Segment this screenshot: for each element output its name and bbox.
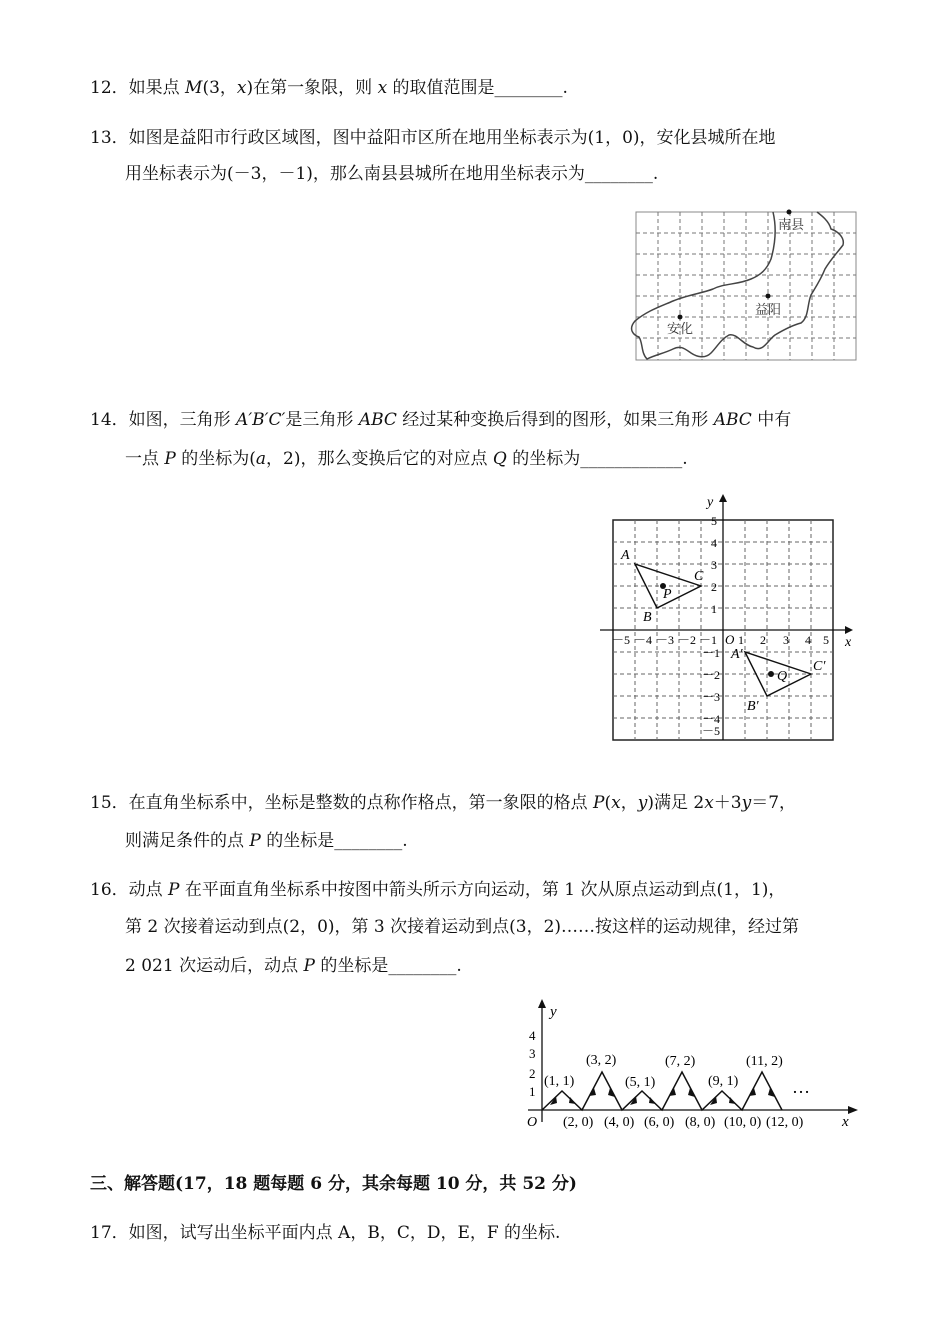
question-14-line-2: 一点 P 的坐标为(a，2)，那么变换后它的对应点 Q 的坐标为____________. bbox=[125, 449, 688, 469]
y-tick: 3 bbox=[711, 558, 717, 572]
x-axis-label: x bbox=[842, 1114, 849, 1130]
bottom-label: (6, 0) bbox=[644, 1115, 675, 1130]
label-a2: A′ bbox=[731, 647, 743, 662]
origin-label: O bbox=[725, 632, 735, 647]
y-tick: 2 bbox=[711, 580, 717, 594]
y-axis-arrow-icon bbox=[538, 999, 546, 1008]
section-3-title: 三、解答题(17，18 题每题 6 分，其余每题 10 分，共 52 分) bbox=[90, 1174, 577, 1194]
x-axis-label: x bbox=[845, 635, 852, 650]
y-tick-labels bbox=[702, 514, 720, 738]
label-c: C bbox=[694, 569, 704, 584]
peak-label: (9, 1) bbox=[708, 1074, 739, 1089]
label-yiyang: 益阳 bbox=[755, 302, 782, 317]
x-tick: －5 bbox=[612, 633, 631, 647]
y-axis-label: y bbox=[550, 1004, 557, 1020]
y-tick: －3 bbox=[702, 690, 721, 704]
arrow-icon bbox=[569, 1097, 576, 1104]
bottom-label: (8, 0) bbox=[685, 1115, 716, 1130]
peak-label: (11, 2) bbox=[746, 1054, 783, 1069]
y-tick: －4 bbox=[702, 712, 721, 726]
label-nanxian: 南县 bbox=[778, 217, 805, 232]
bottom-label: (2, 0) bbox=[563, 1115, 594, 1130]
label-c2: C′ bbox=[813, 659, 826, 674]
zigzag-path-graph bbox=[520, 996, 860, 1136]
x-tick-labels bbox=[612, 633, 829, 647]
question-16-line-1: 16．动点 P 在平面直角坐标系中按图中箭头所示方向运动，第 1 次从原点运动到点(1，1)， bbox=[90, 880, 786, 900]
bottom-labels bbox=[563, 1115, 804, 1130]
question-16-line-2: 第 2 次接着运动到点(2，0)，第 3 次接着运动到点(3，2)……按这样的运动规律，经过第 bbox=[125, 917, 800, 937]
arrow-icon bbox=[729, 1097, 736, 1104]
y-axis-label: y bbox=[707, 495, 714, 510]
origin-label: O bbox=[527, 1115, 538, 1130]
yiyang-point bbox=[766, 294, 771, 299]
y-tick: 4 bbox=[529, 1028, 536, 1043]
motion-path bbox=[542, 1072, 782, 1110]
question-14-line-1: 14．如图，三角形 A′B′C′是三角形 ABC 经过某种变换后得到的图形，如果三角形 ABC 中有 bbox=[90, 410, 792, 430]
peak-label: (7, 2) bbox=[665, 1054, 696, 1069]
x-tick: 4 bbox=[805, 633, 811, 647]
y-tick: －2 bbox=[702, 668, 721, 682]
bottom-label: (12, 0) bbox=[766, 1115, 804, 1130]
question-15-line-2: 则满足条件的点 P 的坐标是________. bbox=[125, 831, 408, 851]
label-q: Q bbox=[777, 669, 788, 684]
x-tick: －2 bbox=[678, 633, 697, 647]
x-tick: －1 bbox=[699, 633, 718, 647]
y-tick: 5 bbox=[711, 514, 717, 528]
y-tick-labels bbox=[529, 1028, 536, 1099]
x-tick: 2 bbox=[760, 633, 766, 647]
label-b: B bbox=[643, 610, 652, 625]
y-tick: －5 bbox=[702, 724, 721, 738]
x-axis-arrow-icon bbox=[845, 626, 853, 634]
peak-labels bbox=[544, 1053, 783, 1090]
x-axis-arrow-icon bbox=[848, 1106, 858, 1114]
x-tick: －3 bbox=[656, 633, 675, 647]
yiyang-map-figure bbox=[625, 207, 861, 367]
x-tick: 1 bbox=[738, 633, 744, 647]
y-tick: －1 bbox=[702, 646, 721, 660]
y-tick: 3 bbox=[529, 1046, 536, 1061]
label-anhua: 安化 bbox=[667, 321, 694, 336]
question-12: 12．如果点 M(3，x)在第一象限，则 x 的取值范围是________. bbox=[90, 78, 568, 98]
question-16-line-3: 2 021 次运动后，动点 P 的坐标是________. bbox=[125, 956, 462, 976]
y-tick: 2 bbox=[529, 1066, 536, 1081]
arrow-icon bbox=[649, 1097, 656, 1104]
label-b2: B′ bbox=[747, 699, 759, 714]
question-15-line-1: 15．在直角坐标系中，坐标是整数的点称作格点，第一象限的格点 P(x，y)满足 2x＋3y＝7， bbox=[90, 793, 797, 813]
peak-label: (5, 1) bbox=[625, 1075, 656, 1090]
y-tick: 4 bbox=[711, 536, 717, 550]
bottom-label: (4, 0) bbox=[604, 1115, 635, 1130]
question-17: 17．如图，试写出坐标平面内点 A，B，C，D，E，F 的坐标. bbox=[90, 1223, 561, 1243]
bottom-label: (10, 0) bbox=[724, 1115, 762, 1130]
nanxian-point bbox=[787, 210, 792, 215]
peak-label: (1, 1) bbox=[544, 1074, 575, 1089]
question-13-line-2: 用坐标表示为(－3，－1)，那么南县县城所在地用坐标表示为________. bbox=[125, 164, 659, 184]
map-grid bbox=[636, 212, 856, 360]
ellipsis-label: … bbox=[792, 1077, 810, 1097]
label-a: A bbox=[621, 548, 630, 563]
y-tick: 1 bbox=[529, 1084, 536, 1099]
peak-label: (3, 2) bbox=[586, 1053, 617, 1068]
label-p: P bbox=[663, 587, 672, 602]
x-tick: 3 bbox=[783, 633, 789, 647]
anhua-point bbox=[678, 315, 683, 320]
point-q bbox=[768, 671, 774, 677]
x-tick: －4 bbox=[634, 633, 653, 647]
x-tick: 5 bbox=[823, 633, 829, 647]
y-tick: 1 bbox=[711, 602, 717, 616]
transformation-graph bbox=[595, 490, 865, 745]
question-13-line-1: 13．如图是益阳市行政区域图，图中益阳市区所在地用坐标表示为(1，0)，安化县城所在地 bbox=[90, 128, 776, 148]
path-arrows bbox=[550, 1088, 775, 1105]
y-axis-arrow-icon bbox=[719, 494, 727, 502]
